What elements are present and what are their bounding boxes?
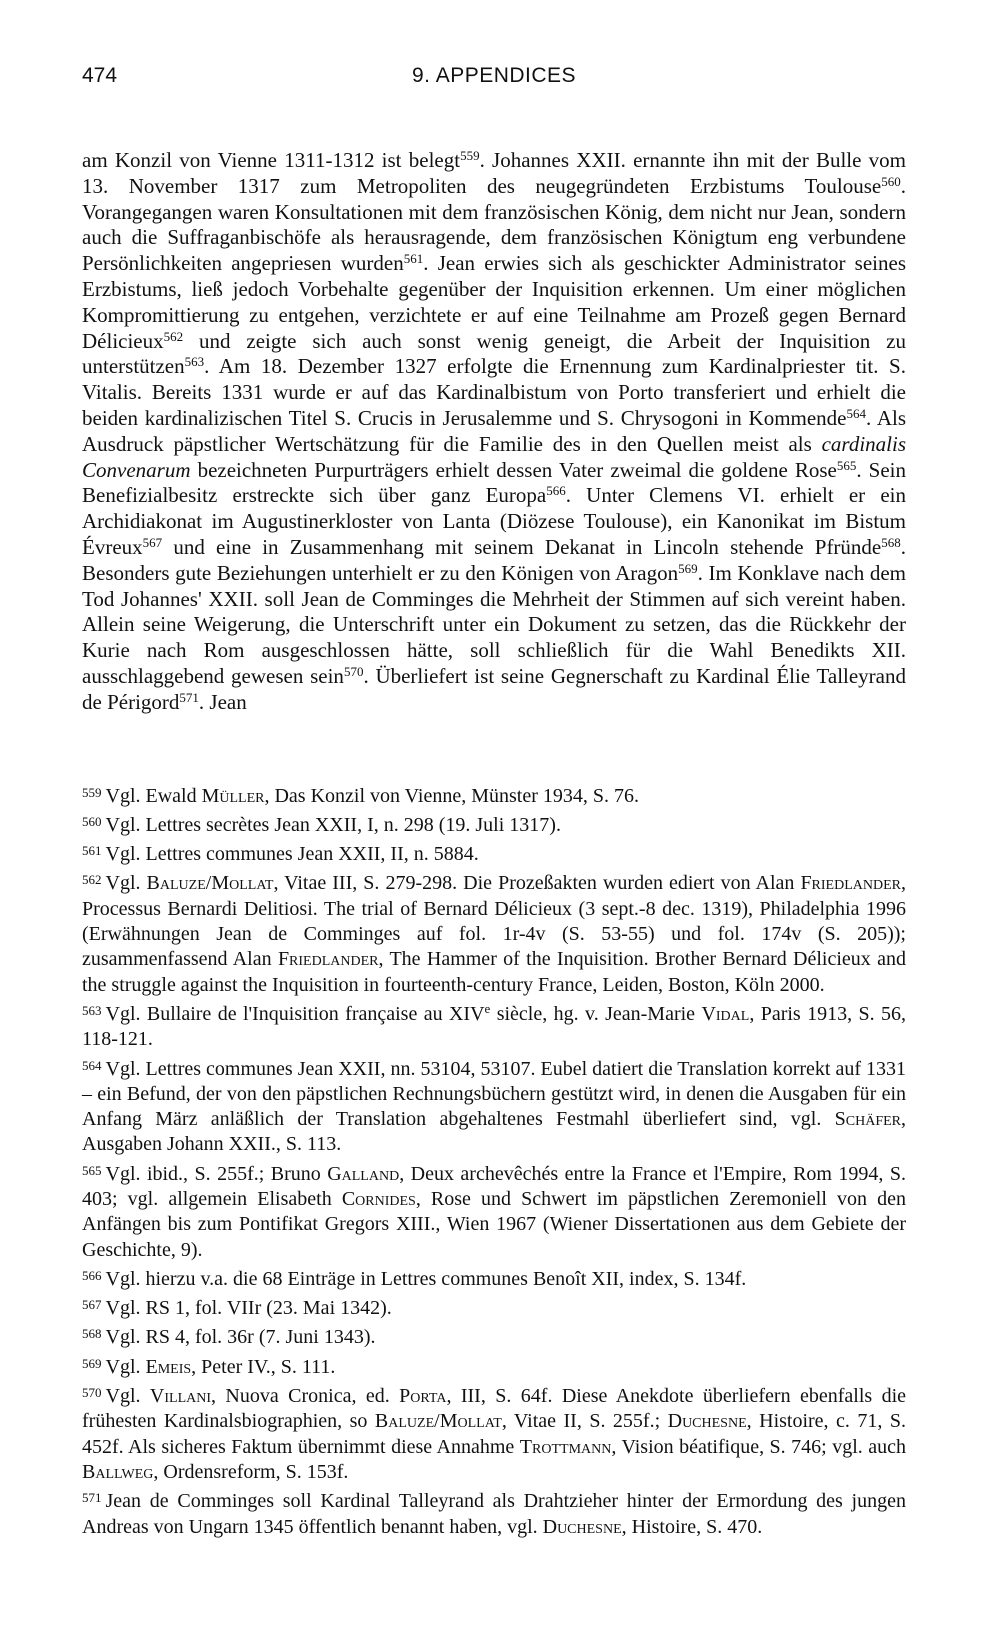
page-number: 474	[82, 64, 118, 87]
footnote-ref-569[interactable]: 569	[678, 560, 698, 576]
footnote-563	[82, 998, 906, 1053]
footnote-570	[82, 1380, 906, 1485]
author-name: Duchesne	[542, 1515, 622, 1538]
footnote-ref-570[interactable]: 570	[343, 663, 364, 679]
footnote-number: 560	[82, 813, 102, 829]
footnote-562	[82, 867, 906, 997]
footnote-ref-568[interactable]: 568	[881, 534, 901, 550]
footnote-text: , Das Konzil von Vienne, Münster 1934, S. 76.	[264, 784, 639, 807]
author-name: Friedlander	[800, 872, 901, 895]
footnote-text: , Vitae II, S. 255f.;	[501, 1410, 668, 1433]
footnote-text: Vgl. Ewald	[105, 784, 202, 807]
footnote-569	[82, 1351, 906, 1380]
body-text-segment: am Konzil von Vienne 1311-1312 ist belegt	[82, 148, 461, 172]
body-text-segment: und eine in Zusammenhang mit seinem Dekanat in Lincoln stehende Pfründe	[162, 534, 882, 559]
author-name: Emeis	[145, 1355, 192, 1378]
footnote-567	[82, 1292, 906, 1321]
footnote-text: , The Hammer of the Inquisition. Brother Bernard Délicieux and the struggle against the Inquisition in fourteenth-century France, Leiden, Boston, Köln 2000.	[82, 948, 906, 996]
author-name: Villani	[149, 1385, 212, 1408]
footnote-559	[82, 780, 906, 809]
running-head: 9. APPENDICES	[412, 64, 577, 87]
footnote-text: Jean de Comminges soll Kardinal Talleyrand als Drahtzieher hinter der Ermordung des jungen Andreas von Ungarn 1345 öffentlich benannt haben, vgl.	[82, 1490, 906, 1538]
body-text-segment: und zeigte sich auch sonst wenig geneigt, die Arbeit der Inquisition zu unterstützen	[82, 328, 906, 379]
footnote-number: 568	[82, 1326, 102, 1342]
footnote-number: 565	[82, 1162, 102, 1178]
footnote-ref-571[interactable]: 571	[179, 689, 199, 705]
italic-term: cardinalis Convenarum	[82, 431, 906, 482]
footnote-571	[82, 1485, 906, 1540]
footnote-text: Vgl. Bullaire de l'Inquisition française au XIV	[105, 1002, 485, 1025]
body-text-segment: . Vorangegangen waren Konsultationen mit dem französischen König, dem nicht nur Jean, sondern auch die Suffraganbischöfe als herausragende, dem französischen Königtum eng verbundene Persönlichkeiten angepriesen wurden	[82, 173, 906, 276]
footnote-text: Vgl. Lettres secrètes Jean XXII, I, n. 298 (19. Juli 1317).	[105, 813, 561, 836]
footnote-number: 567	[82, 1297, 102, 1313]
footnote-ref-562[interactable]: 562	[163, 328, 184, 344]
author-name: Müller	[201, 784, 265, 807]
footnote-text: Vgl.	[105, 1355, 146, 1378]
author-name: Baluze/Mollat	[374, 1410, 502, 1433]
author-name: Friedlander	[277, 948, 379, 971]
footnote-number: 571	[82, 1490, 102, 1506]
body-text-segment: . Am 18. Dezember 1327 erfolgte die Ernennung zum Kardinalpriester tit. S. Vitalis. Bereits 1331 wurde er auf das Kardinalbistum von Porto transferiert und erhielt die beiden kardinalizischen Titel S. Crucis in Jerusalemme und S. Chrysogoni in Kommende	[82, 354, 906, 430]
author-name: Porta	[399, 1385, 447, 1408]
footnote-text: , Vision béatifique, S. 746; vgl. auch	[611, 1435, 907, 1458]
footnote-text: Vgl.	[105, 1385, 150, 1408]
body-text-segment: . Sein Benefizialbesitz erstreckte sich über ganz Europa	[82, 457, 906, 508]
footnote-number: 559	[82, 784, 102, 800]
author-name: Cornides	[341, 1187, 416, 1210]
author-name: Schäfer	[834, 1108, 901, 1131]
footnote-text: Vgl. RS 1, fol. VIIr (23. Mai 1342).	[105, 1297, 392, 1320]
footnote-text: , III, S. 64f. Diese Anekdote überliefern ebenfalls die frühesten Kardinalsbiographien, so	[82, 1385, 907, 1433]
footnote-568	[82, 1321, 906, 1350]
author-name: Vidal	[701, 1002, 750, 1025]
body-text-segment: . Unter Clemens VI. erhielt er ein Archidiakonat im Augustinerkloster von Lanta (Diözese Toulouse), ein Kanonikat im Bistum Évreux	[82, 483, 906, 559]
author-name: Duchesne	[667, 1410, 747, 1433]
page-header	[82, 50, 906, 90]
footnote-number: 569	[82, 1355, 102, 1371]
footnote-564	[82, 1053, 906, 1158]
footnote-565	[82, 1158, 906, 1263]
footnote-text: , Histoire, c. 71, S. 452f. Als sicheres Faktum übernimmt diese Annahme	[82, 1410, 906, 1458]
footnote-number: 564	[82, 1057, 102, 1073]
footnote-text: , Ordensreform, S. 153f.	[153, 1460, 349, 1483]
body-paragraph	[82, 148, 906, 716]
footnote-text: , Histoire, S. 470.	[621, 1515, 763, 1538]
footnote-number: 570	[82, 1385, 102, 1401]
footnote-ref-566[interactable]: 566	[546, 483, 566, 499]
body-text-segment: . Jean erwies sich als geschickter Administrator seines Erzbistums, ließ jedoch Vorbehalte gegenüber der Inquisition erkennen. Um einer möglichen Kompromittierung zu entgehen, verzichtete er auf eine Teilnahme am Prozeß gegen Bernard Délicieux	[82, 251, 907, 353]
body-text-segment: . Als Ausdruck päpstlicher Wertschätzung für die Familie des in den Quellen meist als	[82, 405, 906, 456]
body-text-segment: . Überliefert ist seine Gegnerschaft zu Kardinal Élie Talleyrand de Périgord	[82, 663, 906, 714]
footnote-text: Vgl.	[105, 872, 147, 895]
author-name: Galland	[327, 1162, 400, 1185]
footnote-ref-563[interactable]: 563	[184, 354, 205, 370]
footnote-561	[82, 838, 906, 867]
footnote-ref-561[interactable]: 561	[403, 251, 424, 267]
footnote-text: , Ausgaben Johann XXII., S. 113.	[82, 1108, 906, 1156]
book-page	[82, 50, 906, 1540]
footnote-text: Vgl. Lettres communes Jean XXII, II, n. 5884.	[105, 843, 479, 866]
body-text-segment: . Im Konklave nach dem Tod Johannes' XXII. soll Jean de Comminges die Mehrheit der Stimmen auf sich vereint haben. Allein seine Weigerung, die Unterschrift unter ein Dokument zu setzen, das die Rückkehr der Kurie nach Rom ausgeschlossen hätte, soll schließlich für die Wahl Benedikts XII. ausschlaggebend gewesen sein	[82, 560, 906, 688]
footnote-text: , Vitae III, S. 279-298. Die Prozeßakten wurden ediert von Alan	[273, 872, 801, 895]
footnote-text: , Processus Bernardi Delitiosi. The trial of Bernard Délicieux (3 sept.-8 dec. 1319), Philadelphia 1996 (Erwähnungen Jean de Comminges auf fol. 1r-4v (S. 53-55) und fol. 174v (S. 205)); zusammenfassend Alan	[82, 872, 906, 971]
footnote-text: siècle, hg. v. Jean-Marie	[490, 1002, 702, 1025]
footnote-number: 563	[82, 1002, 102, 1018]
footnote-number: 561	[82, 843, 102, 859]
footnote-text: , Peter IV., S. 111.	[191, 1355, 336, 1378]
body-text-segment: . Johannes XXII. ernannte ihn mit der Bulle vom 13. November 1317 zum Metropoliten des neugegründeten Erzbistums Toulouse	[82, 148, 907, 198]
footnote-566	[82, 1263, 906, 1292]
footnote-number: 562	[82, 872, 102, 888]
footnote-text: Vgl. RS 4, fol. 36r (7. Juni 1343).	[105, 1326, 376, 1349]
author-name: Baluze/Mollat	[146, 872, 274, 895]
footnote-text: , Paris 1913, S. 56, 118-121.	[82, 1002, 906, 1051]
footnote-560	[82, 809, 906, 838]
body-text-segment: bezeichneten Purpurträgers erhielt dessen Vater zweimal die goldene Rose	[190, 457, 837, 482]
footnote-text: Vgl. ibid., S. 255f.; Bruno	[105, 1162, 328, 1185]
footnote-text: Vgl. Lettres communes Jean XXII, nn. 53104, 53107. Eubel datiert die Translation korrekt auf 1331 – ein Befund, der von den päpstlichen Rechnungsbüchern gestützt wird, in denen die Ausgaben für ein Anfang März anläßlich der Translation abgehaltenes Festmahl überliefert sind, vgl.	[82, 1057, 906, 1131]
body-text-segment: . Jean	[198, 689, 247, 714]
footnote-text: , Rose und Schwert im päpstlichen Zeremoniell von den Anfängen bis zum Pontifikat Gregors XIII., Wien 1967 (Wiener Dissertationen aus dem Gebiete der Geschichte, 9).	[82, 1187, 906, 1261]
footnote-text: , Deux archevêchés entre la France et l'Empire, Rom 1994, S. 403; vgl. allgemein Elisabeth	[82, 1162, 907, 1210]
author-name: Trottmann	[519, 1435, 612, 1458]
author-name: Ballweg	[82, 1460, 154, 1483]
footnote-text: , Nuova Cronica, ed.	[211, 1385, 400, 1408]
footnote-ref-565[interactable]: 565	[836, 457, 857, 473]
footnote-text: Vgl. hierzu v.a. die 68 Einträge in Lettres communes Benoît XII, index, S. 134f.	[105, 1267, 747, 1290]
footnote-ref-567[interactable]: 567	[142, 534, 163, 550]
footnote-ref-559[interactable]: 559	[460, 148, 480, 163]
footnotes-section	[82, 780, 906, 1540]
superscript-e: e	[484, 1000, 491, 1016]
body-text-segment: . Besonders gute Beziehungen unterhielt er zu den Königen von Aragon	[82, 534, 906, 585]
footnote-ref-564[interactable]: 564	[846, 405, 867, 421]
footnote-number: 566	[82, 1267, 102, 1283]
footnote-ref-560[interactable]: 560	[881, 173, 901, 189]
